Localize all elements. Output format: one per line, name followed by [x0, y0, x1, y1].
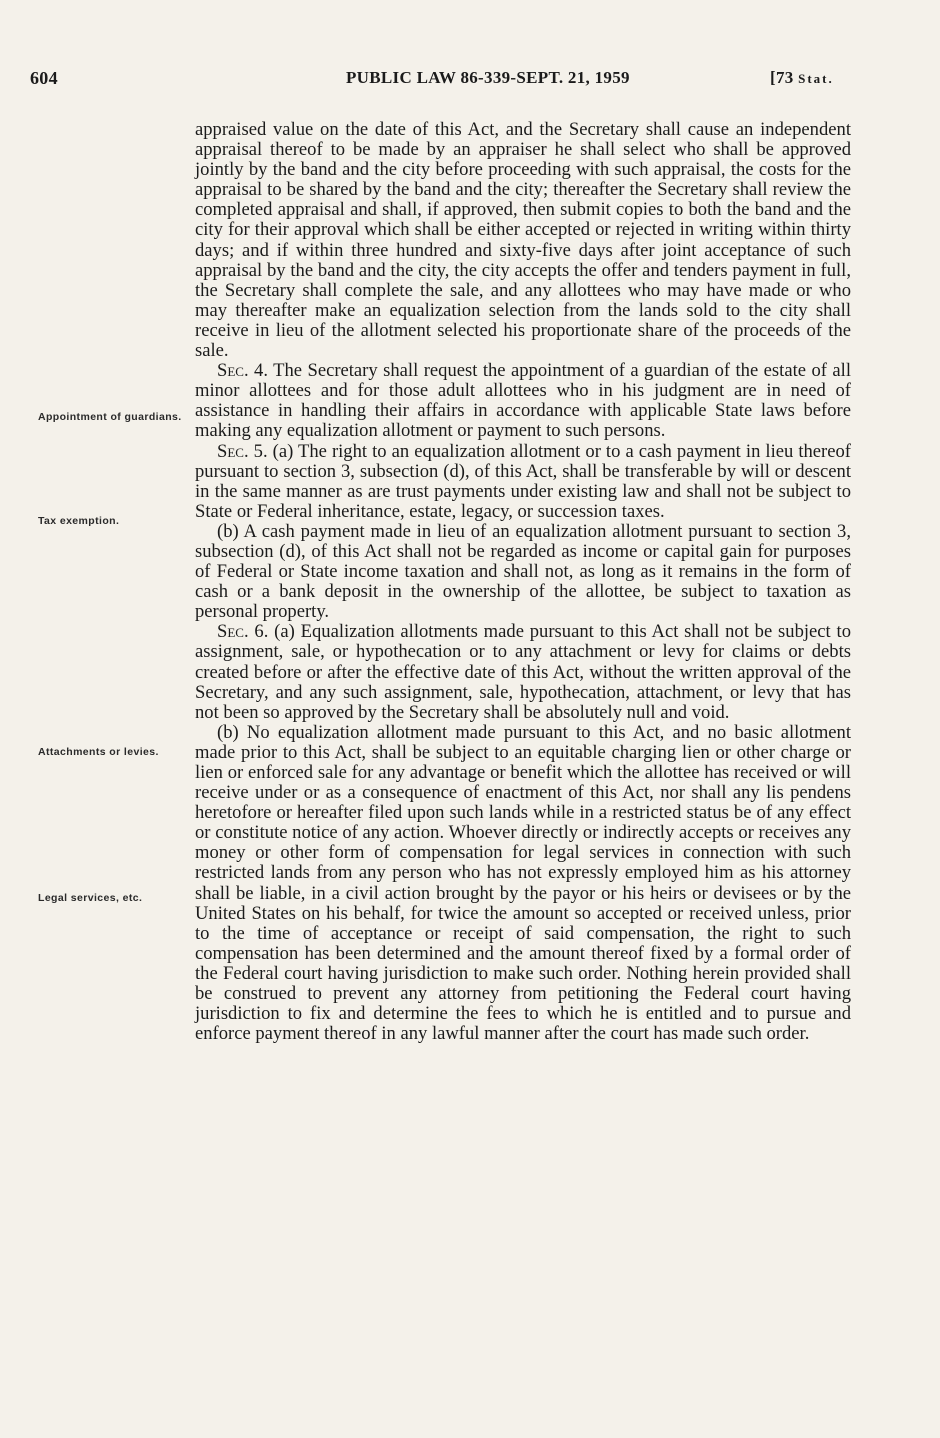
- statute-label: Stat.: [798, 71, 834, 86]
- section-6a: [195, 622, 851, 722]
- margin-note-tax-exemption: Tax exemption.: [38, 515, 120, 527]
- running-header: [30, 68, 850, 98]
- section-4-label: Sec. 4.: [217, 360, 268, 382]
- body-text: [195, 120, 851, 1044]
- section-6b: (b) No equalization allotment made pursuant to this Act, and no basic allotment made prior to this Act, shall be subject to an equitable charging lien or other charge or lien or enforced sale for any advantage or benefit which the allottee has received or will receive under or as a consequence of enactment of this Act, nor shall any lis pendens heretofore or hereafter filed upon such lands while in a restricted status be of any effect or constitute notice of any action. Whoever directly or indirectly accepts or receives any money or other form of compensation for legal services in connection with such restricted lands from any person who has not expressly employed him as his attorney shall be liable, in a civil action brought by the payor or his heirs or devisees or by the United States on his behalf, for twice the amount so accepted or received unless, prior to the time of acceptance or receipt of said compensation, the right to such compensation has been determined and the amount thereof fixed by a formal order of the Federal court having jurisdiction to make such order. Nothing herein provided shall be construed to prevent any attorney from petitioning the Federal court having jurisdiction to fix and determine the fees to which he is entitled and to pursue and enforce payment thereof in any lawful manner after the court has made such order.: [195, 721, 851, 1045]
- margin-note-attachments: Attachments or levies.: [38, 746, 159, 758]
- section-5b: (b) A cash payment made in lieu of an equalization allotment pursuant to section 3, subsection (d), of this Act shall not be regarded as income or capital gain for purposes of Federal or State income taxation and shall not, as long as it remains in the form of cash or a bank deposit in the ownership of the allottee, be subject to taxation as personal property.: [195, 520, 851, 623]
- section-6a-text: (a) Equalization allotments made pursuant to this Act shall not be subject to assignment, sale, or hypothecation or to any attachment or levy for claims or debts created before or after the effective date of this Act, without the written approval of the Secretary, and any such assignment, sale, hypothecation, attachment, or levy that has not been so approved by the Secretary shall be absolutely null and void.: [195, 621, 851, 723]
- page-number: 604: [30, 68, 58, 88]
- margin-note-guardians: Appointment of guardians.: [38, 411, 182, 423]
- section-4-text: The Secretary shall request the appointment of a guardian of the estate of all minor allottees and for those adult allottees who in his judgment are in need of assistance in handling their affairs in accordance with applicable State laws before making any equalization allotment or payment to such persons.: [195, 360, 851, 442]
- section-4: [195, 361, 851, 441]
- section-5-label: Sec. 5.: [217, 440, 268, 462]
- statute-bracket: [73: [770, 68, 799, 87]
- section-5a-text: (a) The right to an equalization allotment or to a cash payment in lieu thereof pursuant to section 3, subsection (d), of this Act, shall be transferable by will or descent in the same manner as are trust payments under existing law and shall not be subject to State or Federal inheritance, estate, legacy, or succession taxes.: [195, 440, 851, 522]
- header-title: PUBLIC LAW 86-339-SEPT. 21, 1959: [346, 68, 630, 87]
- section-6-label: Sec. 6.: [217, 621, 269, 643]
- paragraph-continuation: appraised value on the date of this Act, and the Secretary shall cause an independent appraisal thereof to be made by an appraiser he shall select who shall be approved jointly by the band and the city before proceeding with such appraisal, the costs for the appraisal to be shared by the band and the city; thereafter the Secretary shall review the completed appraisal and shall, if approved, then submit copies to both the band and the city for their approval which shall be either accepted or rejected in writing within thirty days; and if within three hundred and sixty-five days after joint acceptance of such appraisal by the band and the city, the city accepts the offer and tenders payment in full, the Secretary shall complete the sale, and any allottees who may have made or who may thereafter make an equalization selection from the lands sold to the city shall receive in lieu of the allotment selected his proportionate share of the proceeds of the sale.: [195, 119, 851, 362]
- statute-reference: [770, 68, 834, 88]
- margin-note-legal-services: Legal services, etc.: [38, 892, 143, 904]
- section-5a: [195, 442, 851, 522]
